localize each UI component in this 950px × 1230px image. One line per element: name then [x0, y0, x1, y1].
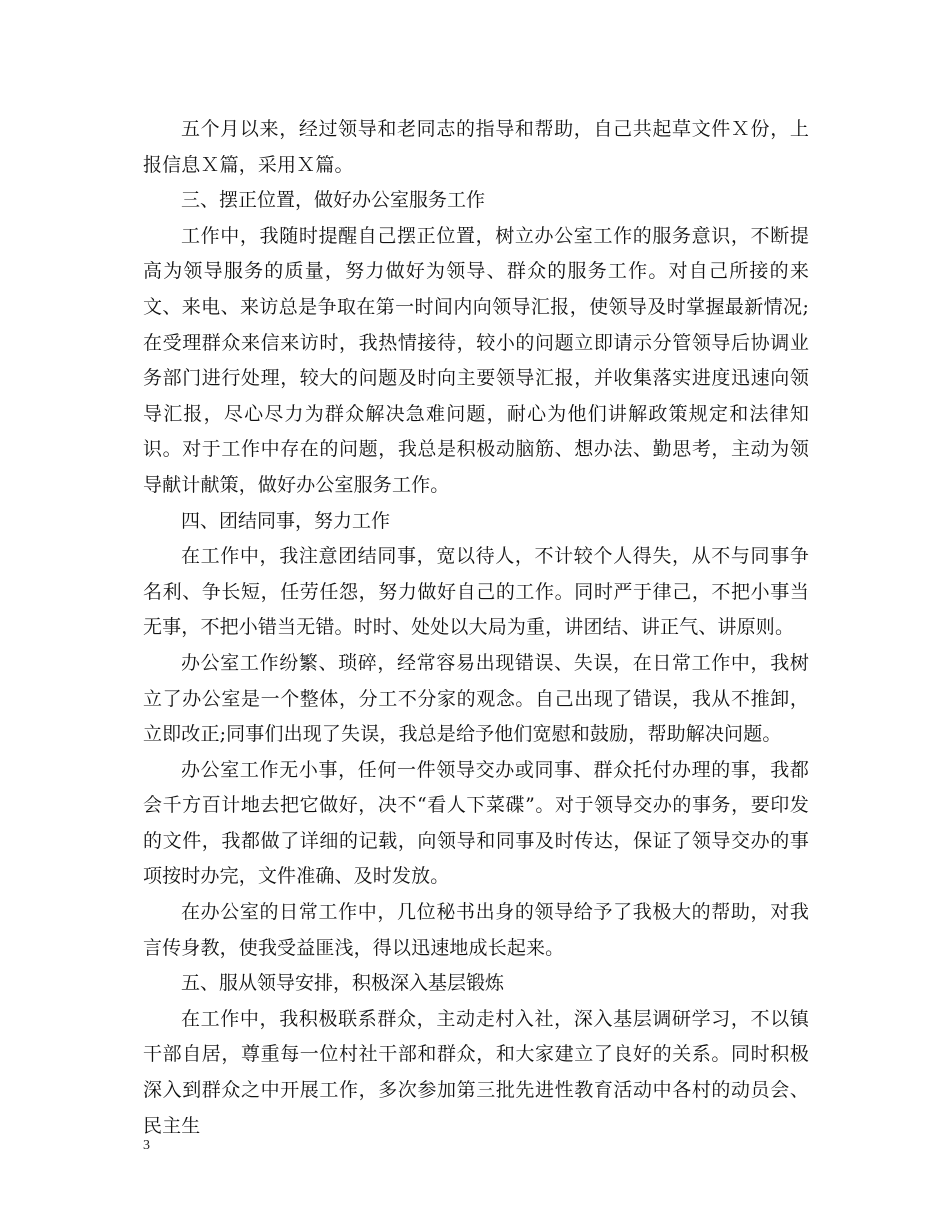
- section-heading-four: 四、团结同事，努力工作: [181, 509, 391, 532]
- paragraph-teamwork: 在工作中，我注意团结同事，宽以待人，不计较个人得失，从不与同事争名利、争长短，任劳任怨，努力做好自己的工作。同时严于律己，不把小事当无事，不把小错当无错。时时、处处以大局为重，讲团结、讲正气、讲原则。: [143, 545, 809, 639]
- section-heading-three: 三、摆正位置，做好办公室服务工作: [181, 189, 486, 212]
- document-body: [143, 112, 809, 1144]
- paragraph-mentors: 在办公室的日常工作中，几位秘书出身的领导给予了我极大的帮助，对我言传身教，使我受益匪浅，得以迅速地成长起来。: [143, 901, 809, 959]
- paragraph-submissions: 五个月以来，经过领导和老同志的指导和帮助，自己共起草文件Ｘ份，上报信息Ｘ篇，采用Ｘ篇。: [143, 118, 809, 176]
- page-number: 3: [143, 1138, 150, 1153]
- paragraph-service-work: 工作中，我随时提醒自己摆正位置，树立办公室工作的服务意识，不断提高为领导服务的质量，努力做好为领导、群众的服务工作。对自己所接的来文、来电、来访总是争取在第一时间内向领导汇报，使领导及时掌握最新情况;在受理群众来信来访时，我热情接待，较小的问题立即请示分管领导后协调业务部门进行处理，较大的问题及时向主要领导汇报，并收集落实进度迅速向领导汇报，尽心尽力为群众解决急难问题，耐心为他们讲解政策规定和法律知识。对于工作中存在的问题，我总是积极动脑筋、想办法、勤思考，主动为领导献计献策，做好办公室服务工作。: [143, 224, 809, 496]
- paragraph-office-whole: 办公室工作纷繁、琐碎，经常容易出现错误、失误，在日常工作中，我树立了办公室是一个整体，分工不分家的观念。自己出现了错误，我从不推卸，立即改正;同事们出现了失误，我总是给予他们宽慰和鼓励，帮助解决问题。: [143, 651, 809, 746]
- section-heading-five: 五、服从领导安排，积极深入基层锻炼: [181, 972, 505, 995]
- paragraph-no-small-matters: 办公室工作无小事，任何一件领导交办或同事、群众托付办理的事，我都会千方百计地去把它做好，决不“看人下菜碟”。对于领导交办的事务，要印发的文件，我都做了详细的记载，向领导和同事及时传达，保证了领导交办的事项按时办完，文件准确、及时发放。: [143, 758, 809, 888]
- paragraph-grassroots: 在工作中，我积极联系群众，主动走村入社，深入基层调研学习，不以镇干部自居，尊重每一位村社干部和群众，和大家建立了良好的关系。同时积极深入到群众之中开展工作，多次参加第三批先进性教育活动中各村的动员会、民主生: [143, 1007, 809, 1137]
